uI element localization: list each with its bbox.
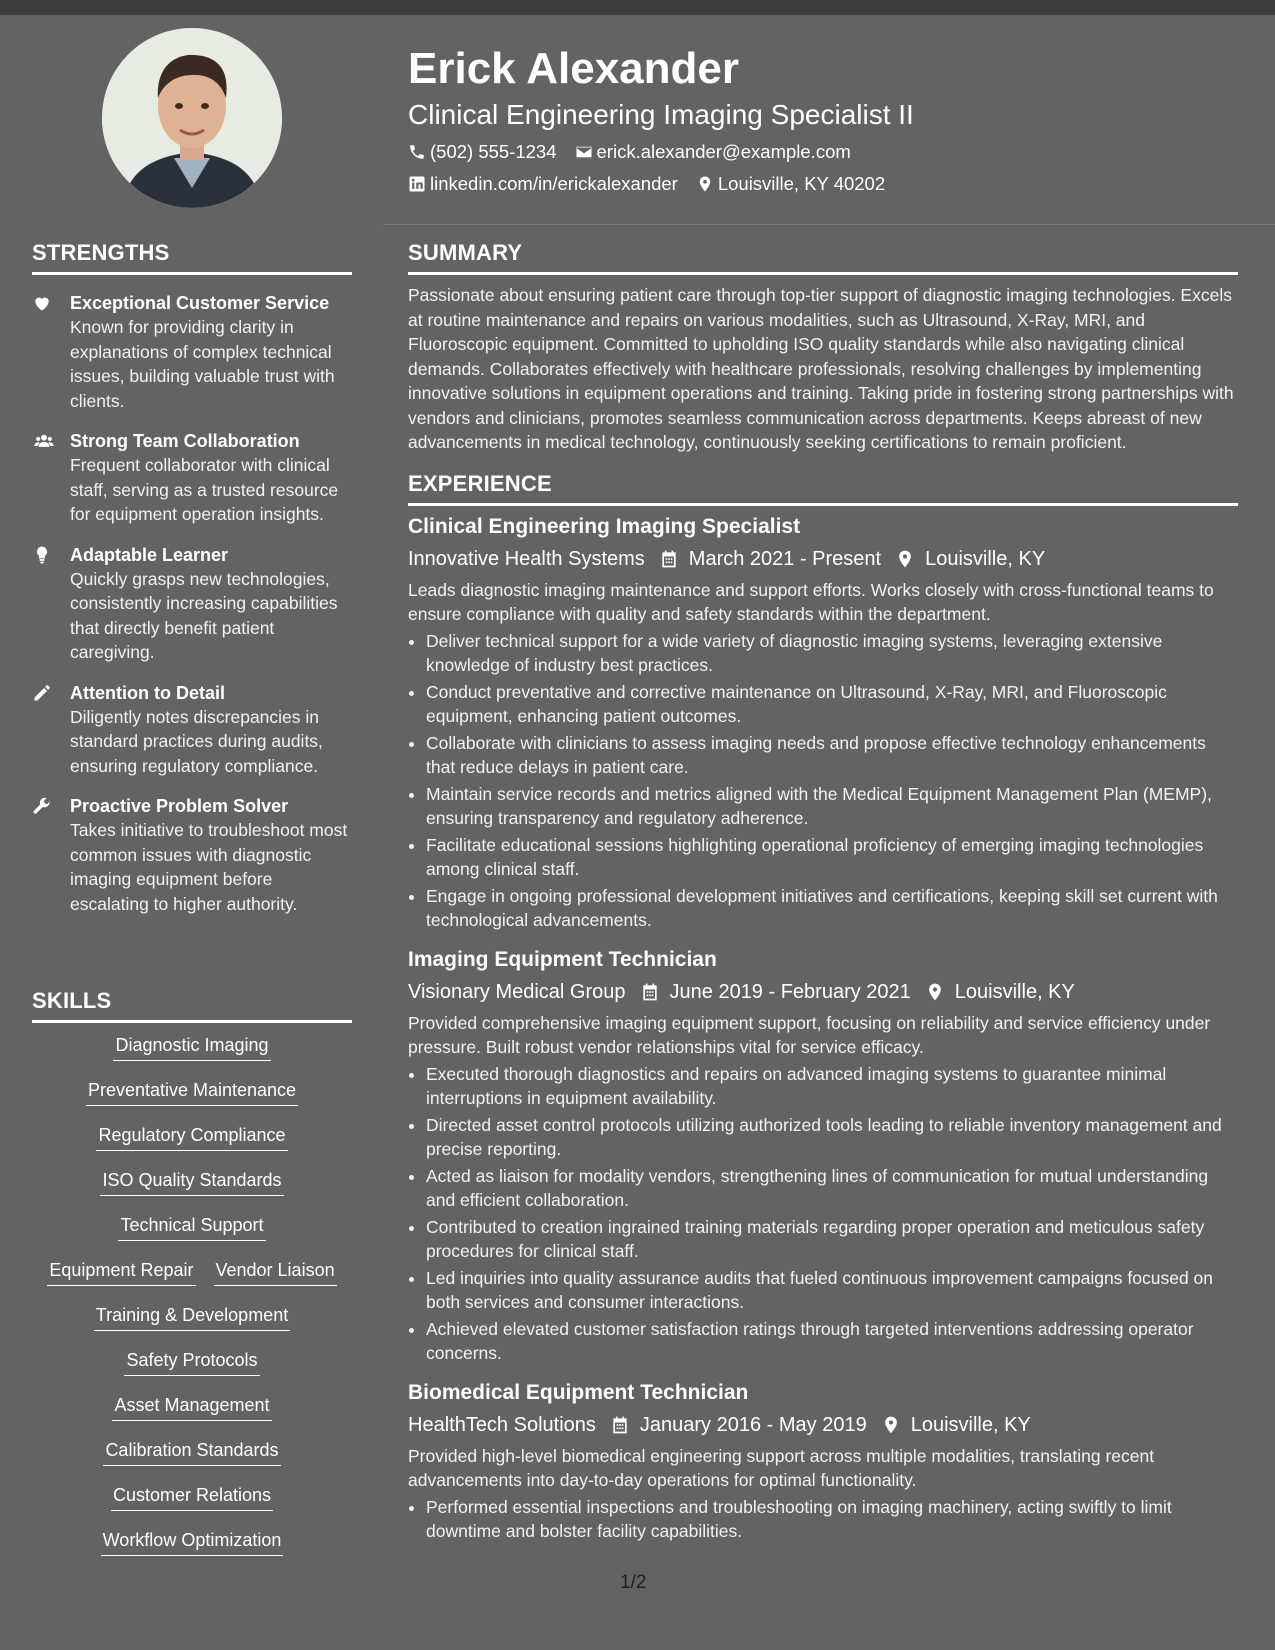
summary-title: SUMMARY <box>408 240 1238 275</box>
pencil-icon <box>32 683 52 703</box>
contact-email[interactable] <box>575 140 851 164</box>
wrench-icon <box>32 796 52 816</box>
skill-tag: Asset Management <box>112 1393 271 1421</box>
map-pin-icon <box>881 1415 901 1435</box>
calendar-icon <box>610 1415 630 1435</box>
skill-tag: Calibration Standards <box>103 1438 280 1466</box>
lightbulb-icon <box>32 545 52 565</box>
job-description: Provided comprehensive imaging equipment support, focusing on reliability and service efficiency under pressure. Built robust vendor relationships vital for service efficacy. <box>408 1012 1211 1057</box>
bullet-item: • Directed asset control protocols utilizing authorized tools leading to reliable inventory management and precise reporting. <box>426 1113 1238 1162</box>
job-company: Visionary Medical Group <box>408 980 626 1003</box>
strength-item <box>32 543 352 665</box>
resume-header <box>408 42 1238 196</box>
bullet-item: • Maintain service records and metrics aligned with the Medical Equipment Management Plan (MEMP), ensuring transparency and regulatory adherence. <box>426 782 1238 831</box>
map-pin-icon <box>925 982 945 1002</box>
job-meta <box>408 1410 1238 1440</box>
top-bar <box>0 0 1275 15</box>
contact-line-1 <box>408 140 1238 164</box>
job-location: Louisville, KY <box>910 1413 1031 1436</box>
bullet-item: • Conduct preventative and corrective maintenance on Ultrasound, X-Ray, MRI, and Fluoroscopic equipment, enhancing patient outcomes. <box>426 680 1238 729</box>
bullet-item: • Collaborate with clinicians to assess imaging needs and propose effective technology enhancements that reduce delays in patient care. <box>426 731 1238 780</box>
location-text: Louisville, KY 40202 <box>717 173 886 194</box>
strength-title: Proactive Problem Solver <box>70 796 289 816</box>
strength-item <box>32 794 352 916</box>
bullet-item: • Led inquiries into quality assurance audits that fueled continuous improvement campaigns focused on both services and consumer interactions. <box>426 1266 1238 1315</box>
job-title: Clinical Engineering Imaging Specialist <box>408 514 801 538</box>
strength-title: Adaptable Learner <box>70 544 229 565</box>
calendar-icon <box>640 982 660 1002</box>
skill-tag: Workflow Optimization <box>101 1528 284 1556</box>
skill-tag: Regulatory Compliance <box>96 1123 287 1151</box>
phone-icon <box>408 143 426 161</box>
job-bullets <box>408 1495 1238 1544</box>
heart-icon <box>32 293 52 313</box>
job-dates: January 2016 - May 2019 <box>639 1413 867 1436</box>
bullet-item: • Facilitate educational sessions highlighting operational proficiency of emerging imaging technologies among clinical staff. <box>426 833 1238 882</box>
page-number: 1/2 <box>620 1572 647 1593</box>
strength-item <box>32 429 352 527</box>
bullet-item: • Contributed to creation ingrained training materials regarding proper operation and meticulous safety procedures for clinical staff. <box>426 1215 1238 1264</box>
job-meta <box>408 977 1238 1007</box>
job-company: HealthTech Solutions <box>408 1413 596 1436</box>
linkedin-text: linkedin.com/in/erickalexander <box>430 173 678 194</box>
job-dates: June 2019 - February 2021 <box>669 980 911 1003</box>
skills-title: SKILLS <box>32 988 352 1023</box>
email-text: erick.alexander@example.com <box>596 141 851 162</box>
skill-tag: Safety Protocols <box>124 1348 259 1376</box>
job-description: Leads diagnostic imaging maintenance and support efforts. Works closely with cross-functional teams to ensure compliance with quality and safety standards within the department. <box>408 579 1214 624</box>
map-pin-icon <box>895 549 915 569</box>
skill-tag: Technical Support <box>118 1213 265 1241</box>
bullet-item: • Performed essential inspections and troubleshooting on imaging machinery, acting swiftly to limit downtime and bolster facility capabilities. <box>426 1495 1238 1544</box>
users-icon <box>32 431 56 451</box>
strength-desc: Takes initiative to troubleshoot most common issues with diagnostic imaging equipment before escalating to higher authority. <box>70 820 348 914</box>
job-location: Louisville, KY <box>925 547 1046 570</box>
skill-tag: Preventative Maintenance <box>86 1078 298 1106</box>
strength-desc: Diligently notes discrepancies in standard practices during audits, ensuring regulatory compliance. <box>70 706 323 776</box>
skill-tag: Equipment Repair <box>47 1258 195 1286</box>
skill-tag: Diagnostic Imaging <box>113 1033 270 1061</box>
bullet-item: • Achieved elevated customer satisfaction ratings through targeted interventions addressing operator concerns. <box>426 1317 1238 1366</box>
strengths-title: STRENGTHS <box>32 240 352 275</box>
job-description: Provided high-level biomedical engineering support across multiple modalities, translating recent advancements into day-to-day operations for optimal functionality. <box>408 1445 1155 1490</box>
job-meta <box>408 544 1238 574</box>
job-company: Innovative Health Systems <box>408 547 645 570</box>
skill-tag: Training & Development <box>94 1303 290 1331</box>
job-bullets <box>408 1062 1238 1366</box>
strength-item <box>32 681 352 779</box>
job-entry <box>408 512 1238 933</box>
job-dates: March 2021 - Present <box>688 547 882 570</box>
strength-title: Attention to Detail <box>70 682 225 703</box>
bullet-item: • Executed thorough diagnostics and repairs on advanced imaging systems to guarantee minimal interruptions in equipment availability. <box>426 1062 1238 1111</box>
skills-section <box>32 988 352 1573</box>
strength-title: Strong Team Collaboration <box>70 431 300 451</box>
bullet-item: • Deliver technical support for a wide variety of diagnostic imaging systems, leveraging extensive knowledge of industry best practices. <box>426 629 1238 678</box>
job-location: Louisville, KY <box>954 980 1075 1003</box>
skill-tag: ISO Quality Standards <box>100 1168 283 1196</box>
candidate-role: Clinical Engineering Imaging Specialist II <box>408 99 914 130</box>
profile-photo <box>102 28 282 208</box>
experience-title: EXPERIENCE <box>408 471 1238 506</box>
calendar-icon <box>659 549 679 569</box>
job-entry <box>408 1378 1238 1544</box>
phone-text: (502) 555-1234 <box>430 141 557 162</box>
main-column <box>408 240 1238 1546</box>
contact-line-2 <box>408 172 1238 196</box>
candidate-name: Erick Alexander <box>408 44 739 93</box>
skill-tag: Vendor Liaison <box>214 1258 337 1286</box>
bullet-item: • Engage in ongoing professional development initiatives and certifications, keeping skill set current with technological advancements. <box>426 884 1238 933</box>
summary-text: Passionate about ensuring patient care through top-tier support of diagnostic imaging technologies. Excels at routine maintenance and repairs on various modalities, such as Ultrasound, X-Ray, MRI, and Fluoroscopic equipment. Committed to upholding ISO quality standards while also navigating clinical demands. Collaborates effectively with healthcare professionals, resolving challenges by implementing innovative solutions in equipment operations and training. Taking pride in fostering strong partnerships with vendors and clinicians, promotes seamless communication across departments. Keeps abreast of new advancements in medical technology, continuously seeking certifications to remain proficient. <box>408 285 1234 452</box>
strength-desc: Quickly grasps new technologies, consistently increasing capabilities that directly benefit patient caregiving. <box>70 568 338 662</box>
map-pin-icon <box>696 175 714 193</box>
linkedin-icon <box>408 175 426 193</box>
contact-phone[interactable] <box>408 140 557 164</box>
strength-title: Exceptional Customer Service <box>70 293 330 313</box>
strength-desc: Frequent collaborator with clinical staff, serving as a trusted resource for equipment operation insights. <box>70 455 339 524</box>
job-title: Biomedical Equipment Technician <box>408 1380 749 1404</box>
bullet-item: • Acted as liaison for modality vendors, strengthening lines of communication for mutual understanding and efficient collaboration. <box>426 1164 1238 1213</box>
header-divider <box>383 224 1275 225</box>
strengths-section <box>32 240 352 916</box>
strength-item <box>32 291 352 413</box>
contact-linkedin[interactable] <box>408 172 678 196</box>
contact-location <box>696 172 885 196</box>
envelope-icon <box>575 143 593 161</box>
job-title: Imaging Equipment Technician <box>408 947 717 971</box>
job-bullets <box>408 629 1238 933</box>
strength-desc: Known for providing clarity in explanations of complex technical issues, building valuable trust with clients. <box>70 317 335 411</box>
skill-tag: Customer Relations <box>111 1483 273 1511</box>
job-entry <box>408 945 1238 1366</box>
